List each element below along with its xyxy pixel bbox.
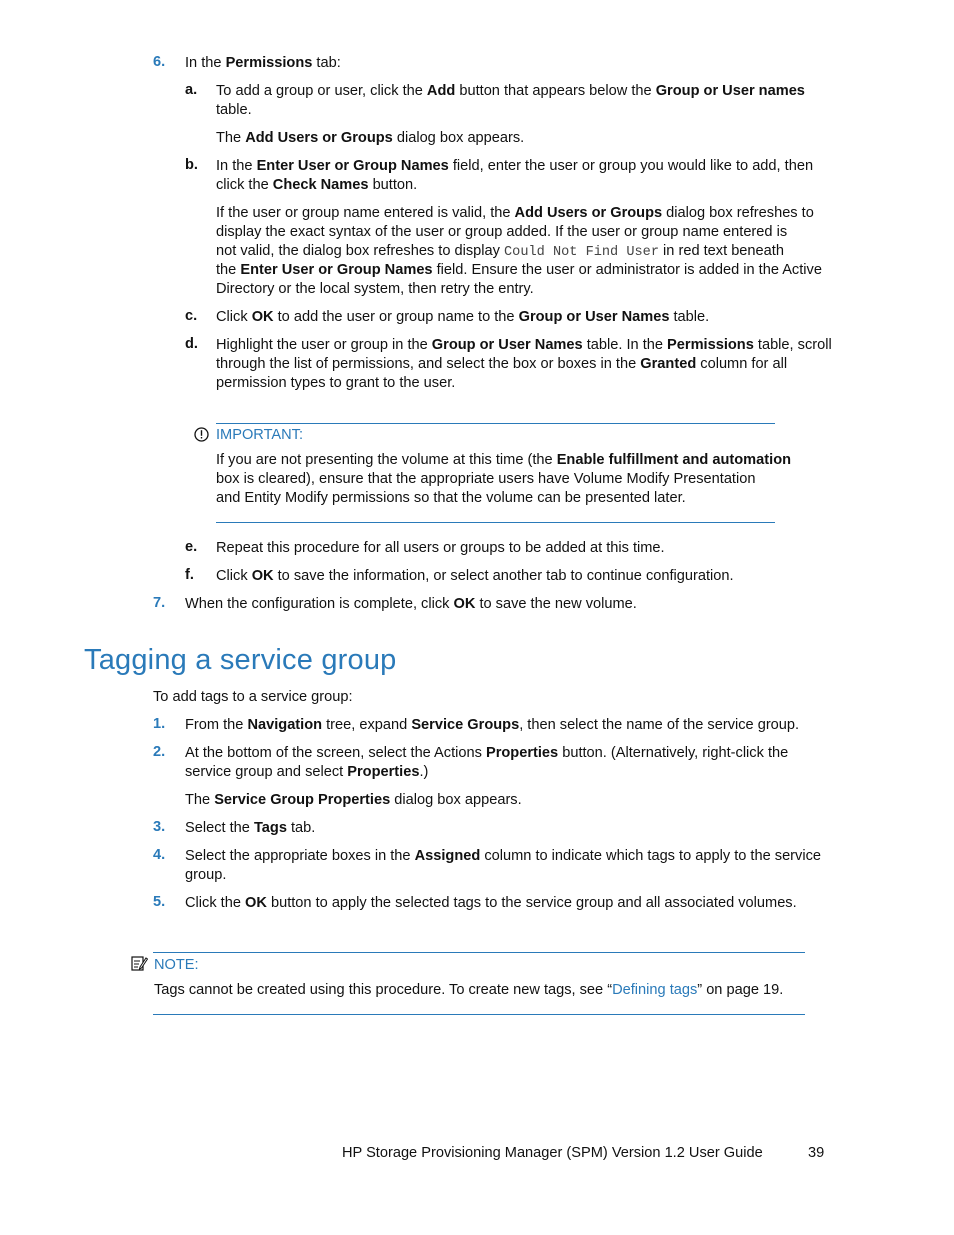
page-number: 39 bbox=[808, 1145, 825, 1161]
substep-paragraph: Directory or the local system, then retry the entry. bbox=[216, 281, 534, 297]
step-number: 7. bbox=[153, 595, 166, 611]
substep-paragraph: not valid, the dialog box refreshes to display Could Not Find User in red text beneath bbox=[216, 243, 784, 260]
section-heading: Tagging a service group bbox=[84, 644, 397, 676]
note-top-rule bbox=[153, 952, 805, 953]
important-top-rule bbox=[216, 423, 775, 424]
note-bottom-rule bbox=[153, 1014, 805, 1015]
exclamation-circle-icon bbox=[194, 427, 209, 442]
substep-paragraph: the Enter User or Group Names field. Ensure the user or administrator is added in the Active bbox=[216, 262, 822, 278]
step-number: 3. bbox=[153, 819, 166, 835]
substep-letter: f. bbox=[185, 567, 194, 583]
step-number: 2. bbox=[153, 744, 166, 760]
substep-paragraph: If the user or group name entered is valid, the Add Users or Groups dialog box refreshes to bbox=[216, 205, 814, 221]
note-pencil-icon bbox=[131, 955, 148, 972]
substep-letter: b. bbox=[185, 157, 198, 173]
substep-letter: e. bbox=[185, 539, 198, 555]
step-number: 6. bbox=[153, 54, 166, 70]
note-label: NOTE: bbox=[154, 957, 199, 973]
step-text: group. bbox=[185, 867, 227, 883]
substep-text: To add a group or user, click the Add button that appears below the Group or User names bbox=[216, 83, 805, 99]
important-text: If you are not presenting the volume at this time (the Enable fulfillment and automation bbox=[216, 452, 792, 468]
step-text: When the configuration is complete, click OK to save the new volume. bbox=[185, 596, 637, 612]
important-bottom-rule bbox=[216, 522, 775, 523]
substep-text: Repeat this procedure for all users or groups to be added at this time. bbox=[216, 540, 665, 556]
substep-paragraph: display the exact syntax of the user or group added. If the user or group name entered is bbox=[216, 224, 788, 240]
substep-letter: a. bbox=[185, 82, 198, 98]
step-text: From the Navigation tree, expand Service Groups, then select the name of the service group. bbox=[185, 717, 800, 733]
substep-text: through the list of permissions, and select the box or boxes in the Granted column for all bbox=[216, 356, 788, 372]
substep-letter: c. bbox=[185, 308, 198, 324]
step-number: 4. bbox=[153, 847, 166, 863]
note-text: Tags cannot be created using this procedure. To create new tags, see “Defining tags” on page 19. bbox=[154, 982, 784, 998]
substep-text: permission types to grant to the user. bbox=[216, 375, 456, 391]
important-text: box is cleared), ensure that the appropriate users have Volume Modify Presentation bbox=[216, 471, 756, 487]
substep-text: table. bbox=[216, 102, 252, 118]
substep-text: Click OK to add the user or group name to the Group or User Names table. bbox=[216, 309, 710, 325]
step-number: 1. bbox=[153, 716, 166, 732]
footer-title: HP Storage Provisioning Manager (SPM) Version 1.2 User Guide bbox=[342, 1145, 763, 1161]
step-text: At the bottom of the screen, select the Actions Properties button. (Alternatively, right-click the bbox=[185, 745, 789, 761]
substep-text: Click OK to save the information, or select another tab to continue configuration. bbox=[216, 568, 734, 584]
step-text: service group and select Properties.) bbox=[185, 764, 429, 780]
substep-text: Highlight the user or group in the Group or User Names table. In the Permissions table, scroll bbox=[216, 337, 832, 353]
important-label: IMPORTANT: bbox=[216, 427, 304, 443]
step-text: Click the OK button to apply the selected tags to the service group and all associated volumes. bbox=[185, 895, 797, 911]
step-number: 5. bbox=[153, 894, 166, 910]
substep-letter: d. bbox=[185, 336, 198, 352]
substep-text: In the Enter User or Group Names field, enter the user or group you would like to add, then bbox=[216, 158, 814, 174]
step-text: In the Permissions tab: bbox=[185, 55, 341, 71]
important-text: and Entity Modify permissions so that the volume can be presented later. bbox=[216, 490, 686, 506]
step-text: Select the appropriate boxes in the Assigned column to indicate which tags to apply to the service bbox=[185, 848, 821, 864]
section-intro: To add tags to a service group: bbox=[153, 689, 353, 705]
step-paragraph: The Service Group Properties dialog box appears. bbox=[185, 792, 522, 808]
defining-tags-link[interactable]: Defining tags bbox=[612, 982, 698, 998]
substep-text: click the Check Names button. bbox=[216, 177, 418, 193]
code-text: Could Not Find User bbox=[504, 245, 659, 260]
step-text: Select the Tags tab. bbox=[185, 820, 316, 836]
substep-paragraph: The Add Users or Groups dialog box appears. bbox=[216, 130, 525, 146]
